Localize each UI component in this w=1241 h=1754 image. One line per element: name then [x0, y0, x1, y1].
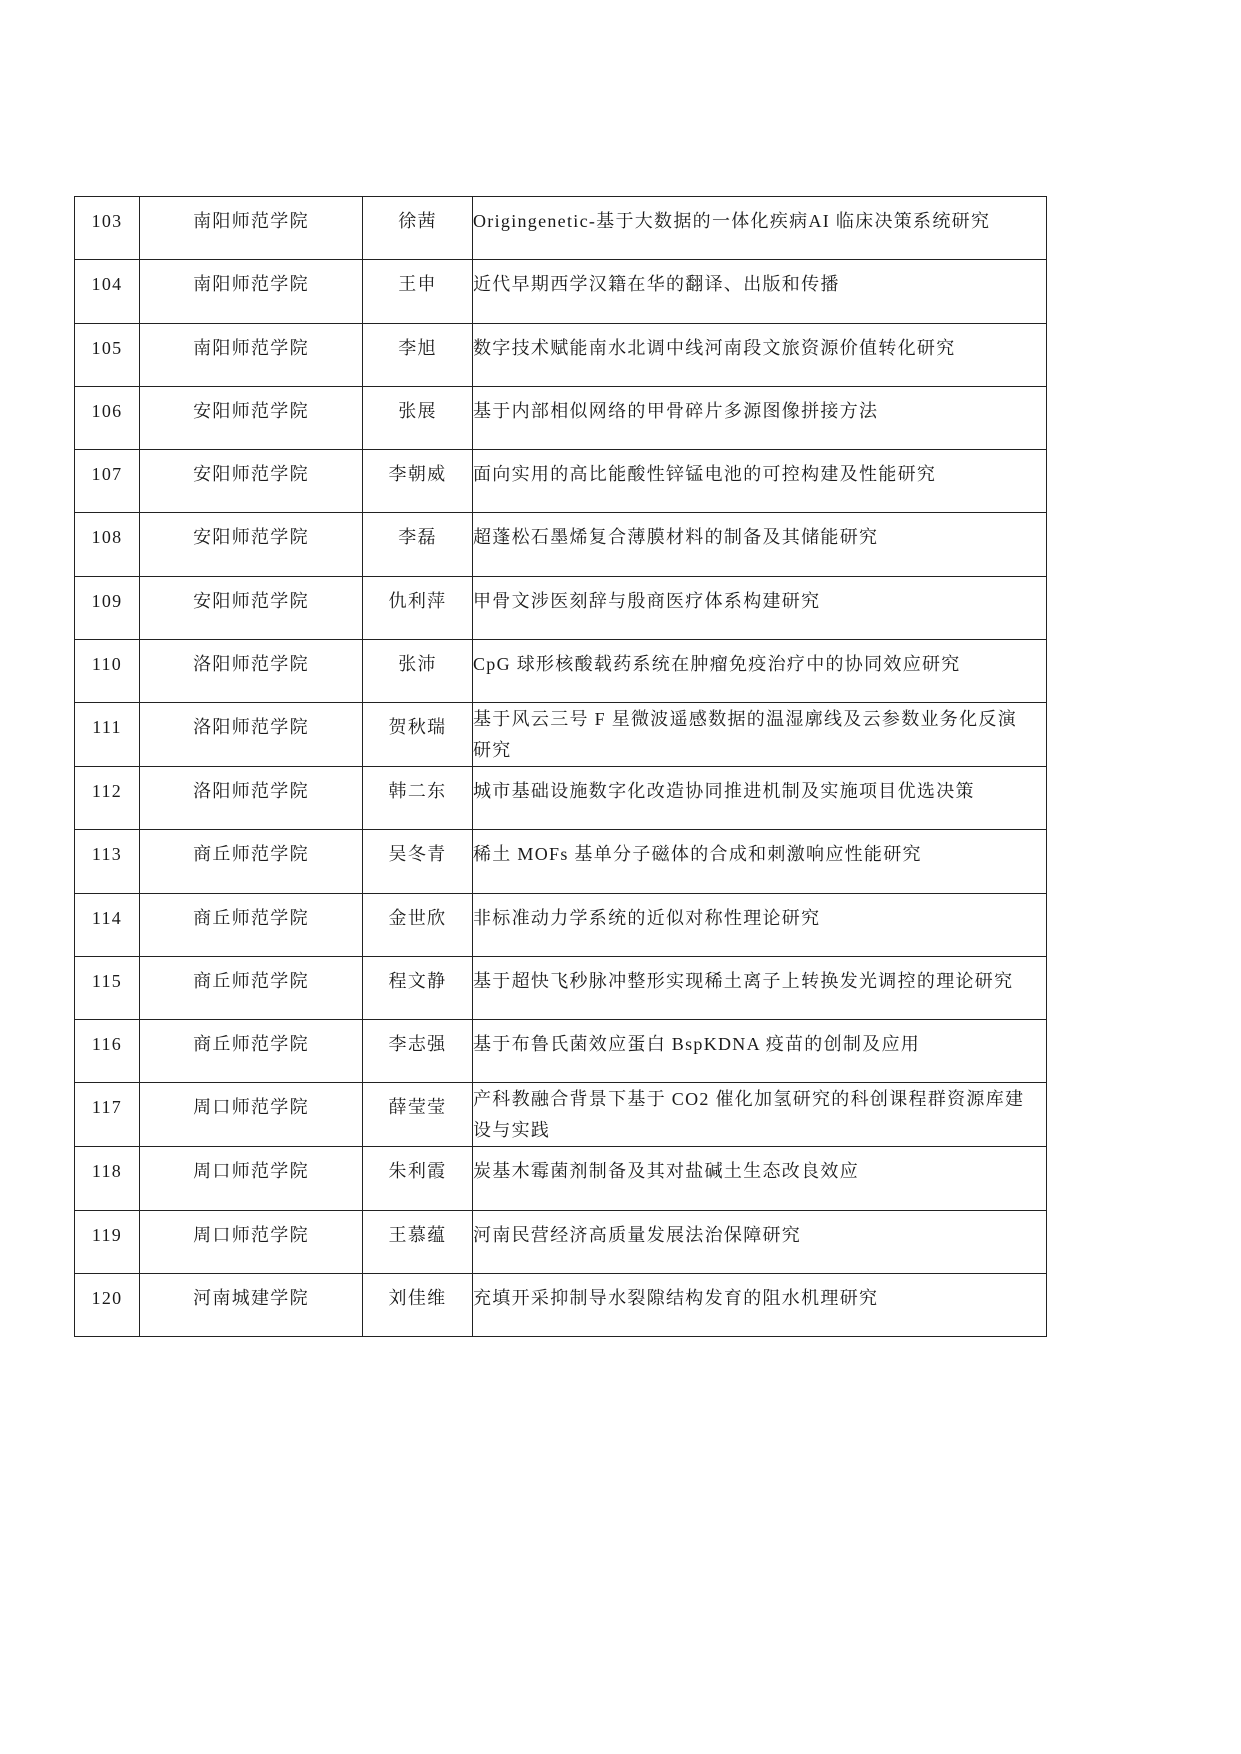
school-name: 商丘师范学院: [140, 1020, 363, 1083]
school-name: 安阳师范学院: [140, 513, 363, 576]
school-name: 安阳师范学院: [140, 576, 363, 639]
person-name: 仇利萍: [363, 576, 473, 639]
project-title-line: 稀土 MOFs 基单分子磁体的合成和刺激响应性能研究: [473, 844, 922, 865]
table-row: [75, 197, 1047, 260]
table-row: [75, 1147, 1047, 1210]
table-row: [75, 639, 1047, 702]
project-title: [473, 513, 1047, 576]
project-title-line: 设与实践: [473, 1120, 551, 1141]
project-title: [473, 260, 1047, 323]
project-title: [473, 703, 1047, 767]
school-name: 周口师范学院: [140, 1083, 363, 1147]
project-list-table: [74, 196, 1047, 1337]
project-title-line: 近代早期西学汉籍在华的翻译、出版和传播: [473, 274, 840, 295]
school-name: 南阳师范学院: [140, 323, 363, 386]
person-name: 王慕蕴: [363, 1210, 473, 1273]
project-title-line: 非标准动力学系统的近似对称性理论研究: [473, 907, 821, 928]
project-title: [473, 450, 1047, 513]
project-title: [473, 1020, 1047, 1083]
project-title-line: 炭基木霉菌剂制备及其对盐碱土生态改良效应: [473, 1161, 859, 1182]
row-number: 104: [75, 260, 140, 323]
project-title-line: 面向实用的高比能酸性锌锰电池的可控构建及性能研究: [473, 464, 937, 485]
table-row: [75, 1273, 1047, 1336]
table-row: [75, 576, 1047, 639]
person-name: 韩二东: [363, 767, 473, 830]
row-number: 116: [75, 1020, 140, 1083]
person-name: 贺秋瑞: [363, 703, 473, 767]
school-name: 安阳师范学院: [140, 450, 363, 513]
table-row: [75, 513, 1047, 576]
table-row: [75, 893, 1047, 956]
table-row: [75, 1083, 1047, 1147]
row-number: 107: [75, 450, 140, 513]
person-name: 张展: [363, 386, 473, 449]
school-name: 周口师范学院: [140, 1147, 363, 1210]
row-number: 112: [75, 767, 140, 830]
row-number: 117: [75, 1083, 140, 1147]
school-name: 商丘师范学院: [140, 956, 363, 1019]
project-title-line: 研究: [473, 740, 512, 761]
row-number: 115: [75, 956, 140, 1019]
project-title: [473, 1083, 1047, 1147]
project-title-line: 充填开采抑制导水裂隙结构发育的阻水机理研究: [473, 1287, 879, 1308]
row-number: 106: [75, 386, 140, 449]
row-number: 103: [75, 197, 140, 260]
project-title: [473, 386, 1047, 449]
project-title-line: 基于布鲁氏菌效应蛋白 BspKDNA 疫苗的创制及应用: [473, 1034, 921, 1055]
project-title-line: 基于内部相似网络的甲骨碎片多源图像拼接方法: [473, 400, 879, 421]
table-row: [75, 1020, 1047, 1083]
row-number: 110: [75, 639, 140, 702]
table-row: [75, 767, 1047, 830]
person-name: 程文静: [363, 956, 473, 1019]
project-title: [473, 1273, 1047, 1336]
school-name: 商丘师范学院: [140, 830, 363, 893]
project-title-line: 产科教融合背景下基于 CO2 催化加氢研究的科创课程群资源库建: [473, 1089, 1025, 1110]
row-number: 119: [75, 1210, 140, 1273]
project-title: [473, 956, 1047, 1019]
row-number: 118: [75, 1147, 140, 1210]
project-title-line: 城市基础设施数字化改造协同推进机制及实施项目优选决策: [473, 781, 975, 802]
table-row: [75, 1210, 1047, 1273]
project-title-line: 数字技术赋能南水北调中线河南段文旅资源价值转化研究: [473, 337, 956, 358]
person-name: 朱利霞: [363, 1147, 473, 1210]
school-name: 商丘师范学院: [140, 893, 363, 956]
person-name: 李朝威: [363, 450, 473, 513]
school-name: 南阳师范学院: [140, 260, 363, 323]
project-title: [473, 639, 1047, 702]
table-row: [75, 703, 1047, 767]
person-name: 王申: [363, 260, 473, 323]
person-name: 张沛: [363, 639, 473, 702]
school-name: 周口师范学院: [140, 1210, 363, 1273]
table-row: [75, 323, 1047, 386]
project-title: [473, 830, 1047, 893]
person-name: 金世欣: [363, 893, 473, 956]
row-number: 120: [75, 1273, 140, 1336]
project-title-line: 甲骨文涉医刻辞与殷商医疗体系构建研究: [473, 590, 821, 611]
project-title-line: 河南民营经济高质量发展法治保障研究: [473, 1224, 802, 1245]
school-name: 洛阳师范学院: [140, 703, 363, 767]
person-name: 李磊: [363, 513, 473, 576]
table-row: [75, 956, 1047, 1019]
person-name: 刘佳维: [363, 1273, 473, 1336]
table-row: [75, 386, 1047, 449]
project-title-line: Origingenetic-基于大数据的一体化疾病AI 临床决策系统研究: [473, 211, 991, 231]
table-row: [75, 830, 1047, 893]
project-title: [473, 323, 1047, 386]
project-title-line: 基于风云三号 F 星微波遥感数据的温湿廓线及云参数业务化反演: [473, 709, 1018, 730]
project-title-line: 超蓬松石墨烯复合薄膜材料的制备及其储能研究: [473, 527, 879, 548]
project-title: [473, 767, 1047, 830]
project-title-line: CpG 球形核酸载药系统在肿瘤免疫治疗中的协同效应研究: [473, 653, 961, 674]
project-title: [473, 1210, 1047, 1273]
school-name: 安阳师范学院: [140, 386, 363, 449]
person-name: 李旭: [363, 323, 473, 386]
person-name: 吴冬青: [363, 830, 473, 893]
project-title: [473, 197, 1047, 260]
project-title: [473, 1147, 1047, 1210]
school-name: 南阳师范学院: [140, 197, 363, 260]
row-number: 105: [75, 323, 140, 386]
row-number: 114: [75, 893, 140, 956]
school-name: 洛阳师范学院: [140, 639, 363, 702]
project-title: [473, 576, 1047, 639]
school-name: 洛阳师范学院: [140, 767, 363, 830]
row-number: 108: [75, 513, 140, 576]
row-number: 109: [75, 576, 140, 639]
row-number: 111: [75, 703, 140, 767]
project-title: [473, 893, 1047, 956]
person-name: 李志强: [363, 1020, 473, 1083]
person-name: 薛莹莹: [363, 1083, 473, 1147]
school-name: 河南城建学院: [140, 1273, 363, 1336]
person-name: 徐茜: [363, 197, 473, 260]
project-title-line: 基于超快飞秒脉冲整形实现稀土离子上转换发光调控的理论研究: [473, 970, 1014, 991]
row-number: 113: [75, 830, 140, 893]
table-row: [75, 450, 1047, 513]
table-row: [75, 260, 1047, 323]
